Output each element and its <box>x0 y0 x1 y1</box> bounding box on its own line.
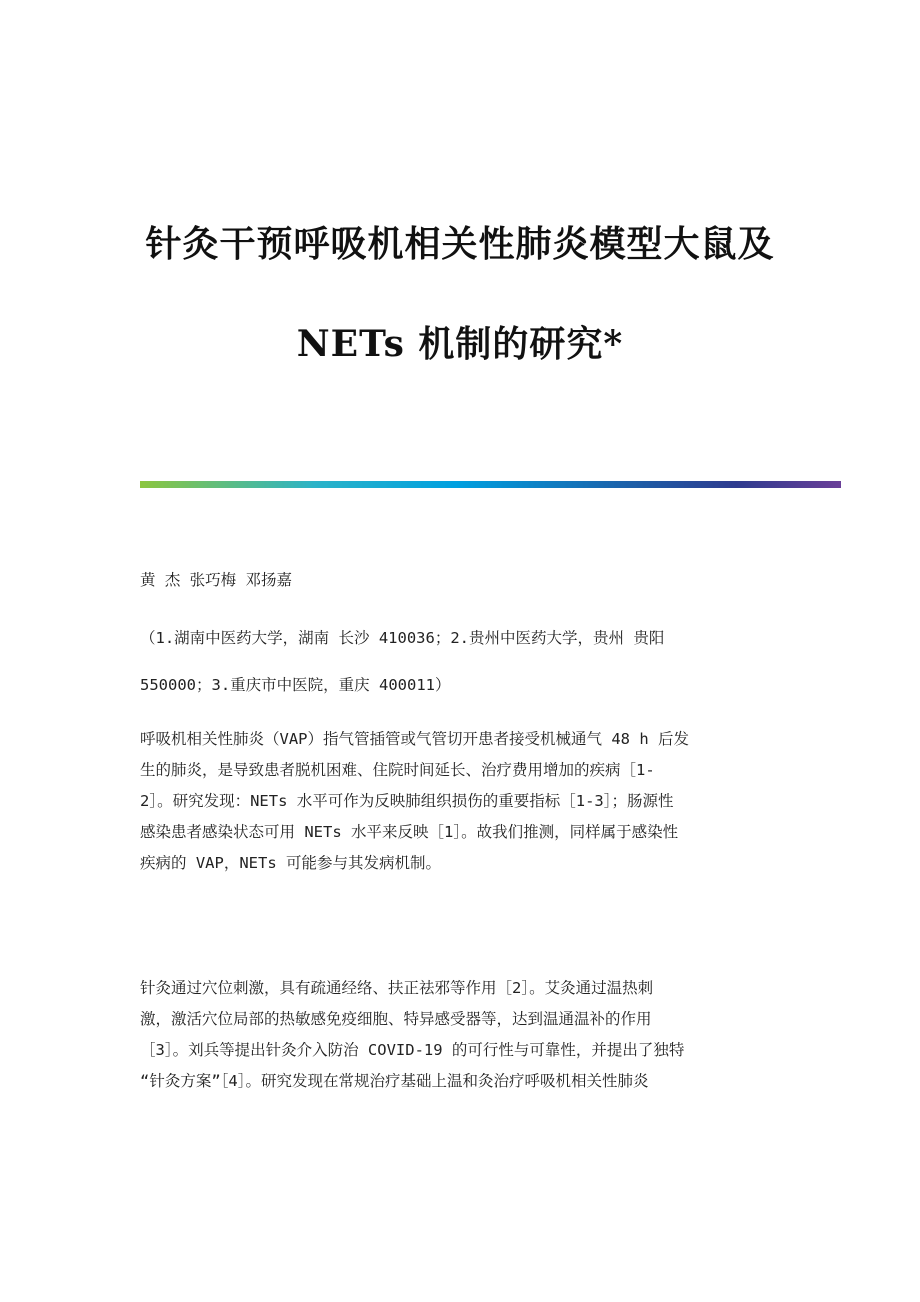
authors: 黄 杰 张巧梅 邓扬嘉 <box>140 571 292 589</box>
paragraph-1 <box>140 724 800 879</box>
title-divider <box>140 481 841 488</box>
paragraph-line: 2］。研究发现：NETs 水平可作为反映肺组织损伤的重要指标［1-3］；肠源性 <box>140 792 674 810</box>
paragraph-line: 疾病的 VAP，NETs 可能参与其发病机制。 <box>140 854 441 872</box>
paragraph-line: 激，激活穴位局部的热敏感免疫细胞、特异感受器等，达到温通温补的作用 <box>140 1010 652 1028</box>
paragraph-line: 针灸通过穴位刺激，具有疏通经络、扶正祛邪等作用［2］。艾灸通过温热刺 <box>140 979 654 997</box>
paragraph-line: 生的肺炎，是导致患者脱机困难、住院时间延长、治疗费用增加的疾病［1- <box>140 761 655 779</box>
paragraph-2 <box>140 973 800 1097</box>
paragraph-line: ［3］。刘兵等提出针灸介入防治 COVID-19 的可行性与可靠性，并提出了独特 <box>140 1041 685 1059</box>
affiliation-line-2: 550000；3.重庆市中医院，重庆 400011） <box>140 676 451 694</box>
affiliation-line-1: （1.湖南中医药大学，湖南 长沙 410036；2.贵州中医药大学，贵州 贵阳 <box>140 629 665 647</box>
paragraph-line: 呼吸机相关性肺炎（VAP）指气管插管或气管切开患者接受机械通气 48 h 后发 <box>140 730 689 748</box>
paragraph-line: 感染患者感染状态可用 NETs 水平来反映［1］。故我们推测，同样属于感染性 <box>140 823 679 841</box>
paragraph-line: “针灸方案”［4］。研究发现在常规治疗基础上温和灸治疗呼吸机相关性肺炎 <box>140 1072 649 1090</box>
title-line-1: 针灸干预呼吸机相关性肺炎模型大鼠及 <box>145 223 775 265</box>
title-line-2: NETs 机制的研究* <box>296 323 624 365</box>
